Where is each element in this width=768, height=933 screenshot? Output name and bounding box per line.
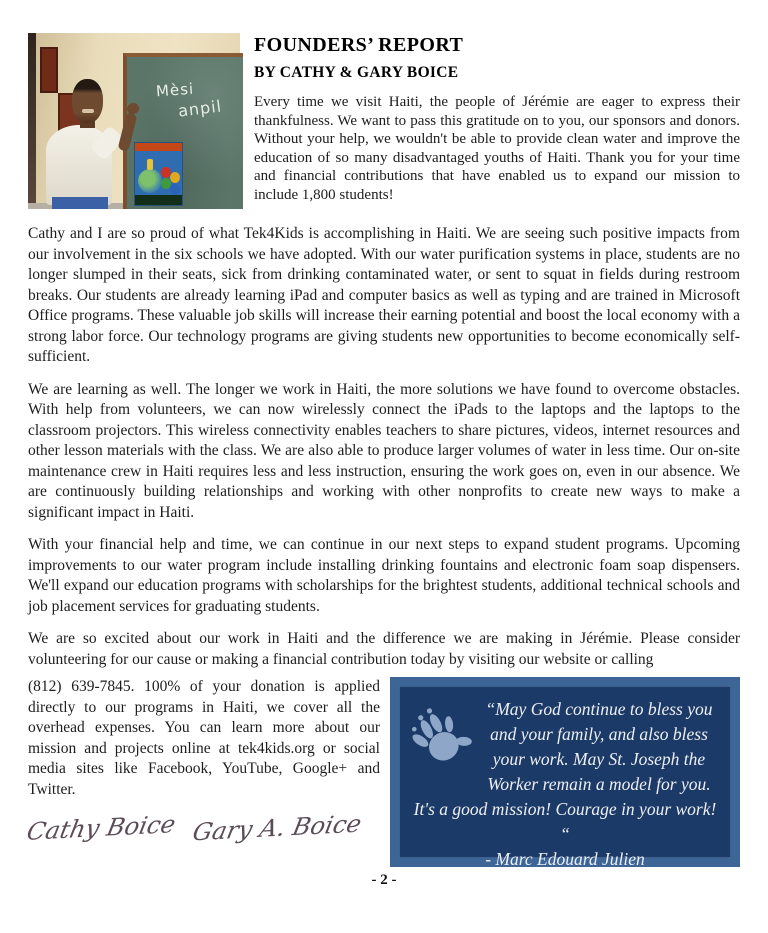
- photo-wall-shadow: [28, 33, 36, 209]
- poster-balloon: [170, 172, 180, 183]
- photo-boy-head: [72, 79, 103, 123]
- chalk-text-line2: anpil: [177, 96, 223, 121]
- photo-poster: [135, 143, 182, 205]
- signatures: [24, 809, 380, 847]
- page-number: - 2 -: [371, 872, 397, 888]
- poster-balloon: [170, 184, 180, 195]
- quote-attribution: - Marc Edouard Julien: [485, 849, 645, 869]
- signature-gary: Gary A. Boice: [190, 809, 365, 847]
- quote-box: [390, 677, 740, 867]
- handprint-icon: [410, 699, 472, 775]
- body-paragraph: With your financial help and time, we can continue in our next steps to expand student programs. Upcoming improvements to our water program include installing drinking fountains and electronic foam soap dispensers. We'll expand our education programs with scholarships for the brightest students, additional technical schools and job placement services for graduating students.: [28, 536, 740, 615]
- left-text-column: [24, 672, 380, 867]
- photo-boy-smile: [82, 109, 94, 113]
- header-text-column: [254, 33, 740, 209]
- poster-figure: [147, 159, 153, 170]
- byline: BY CATHY & GARY BOICE: [254, 64, 459, 81]
- poster-bottom-band: [135, 195, 182, 205]
- signature-cathy: Cathy Boice: [24, 810, 178, 846]
- body-paragraph: Cathy and I are so proud of what Tek4Kids is accomplishing in Haiti. We are seeing such positive impacts from our involvement in the six schools we have adopted. With our water purification systems in place, students are no longer slumped in their seats, sick from drinking contaminated water, or sent to squat in fields during restroom breaks. Our students are already learning iPad and computer basics as well as typing and are trained in Microsoft Office programs. These valuable job skills will increase their earning potential and boost the local economy with a strong labor force. Our technology programs are giving students new opportunities to become economically self-sufficient.: [28, 225, 740, 365]
- page-title: FOUNDERS’ REPORT: [254, 34, 464, 56]
- quote-panel: [399, 686, 731, 869]
- classroom-photo: [28, 33, 240, 209]
- photo-wall-panel: [40, 47, 58, 93]
- intro-paragraph: Every time we visit Haiti, the people of Jérémie are eager to express their thankfulness. We want to pass this gratitude on to you, our sponsors and donors. Without your help, we wouldn't be able to provide clean water and improve the education of so many disadvantaged youths of Haiti. Thank you for your time and financial contributions that have enabled us to expand our mission to include 1,800 students!: [254, 94, 740, 203]
- photo-boy-pants: [52, 197, 108, 209]
- body-paragraph: We are learning as well. The longer we work in Haiti, the more solutions we have found to overcome obstacles. With help from volunteers, we can now wirelessly connect the iPads to the laptops and the laptops to the classroom projectors. This wireless connectivity enables teachers to share pictures, videos, internet resources and other lesson materials with the class. We are also able to produce larger volumes of water in less time. Our on-site maintenance crew in Haiti requires less and less instruction, ensuring the work goes on, even in our absence. We are continuously building relationships and working with other nonprofits to create new ways to make a significant impact in Haiti.: [28, 380, 740, 521]
- body-paragraph: We are so excited about our work in Haiti and the difference we are making in Jérémie. Please consider volunteering for our cause or making a financial contribution today by visiting our website or calling: [28, 630, 740, 668]
- quote-text: “May God continue to bless you and your family, and also bless your work. May St. Joseph the Worker remain a model for you. It's a good mission! Courage in your work! “: [413, 699, 717, 844]
- chalk-text-line1: Mèsi: [155, 79, 195, 101]
- header-section: [28, 33, 740, 209]
- body-paragraph: (812) 639-7845. 100% of your donation is applied directly to our programs in Haiti, we cover all the overhead expenses. You can learn more about our mission and projects online at tek4kids.org or social media sites like Facebook, YouTube, Google+ and Twitter.: [28, 678, 380, 798]
- bottom-section: [24, 672, 740, 869]
- poster-top-band: [135, 143, 182, 151]
- poster-globe: [138, 169, 162, 193]
